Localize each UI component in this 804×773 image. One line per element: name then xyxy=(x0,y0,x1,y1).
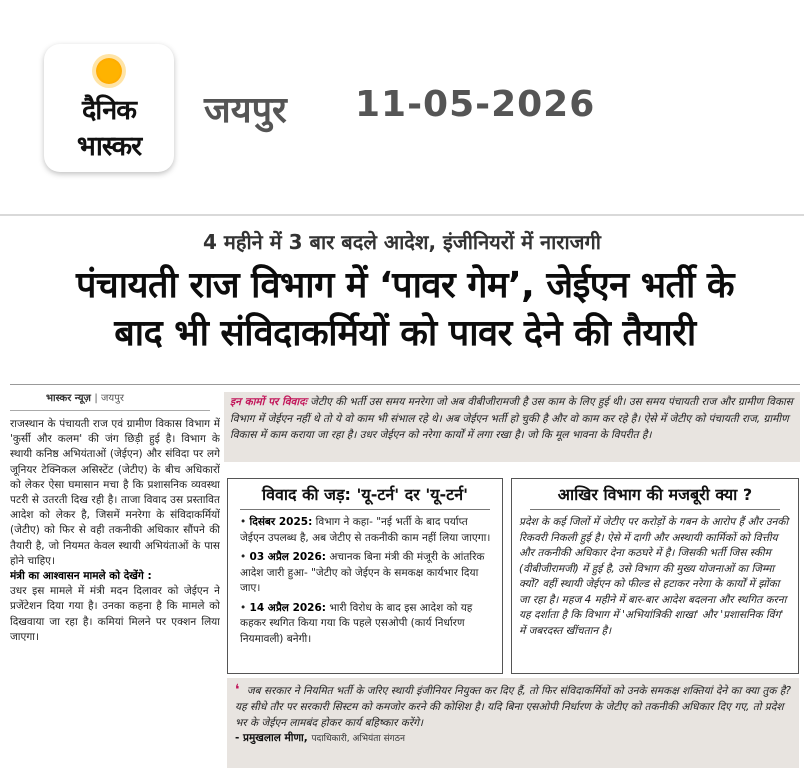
timeline-date: दिसंबर 2025: xyxy=(249,516,313,528)
byline xyxy=(46,390,220,404)
compulsion-text: प्रदेश के कई जिलों में जेटीए पर करोड़ों के गबन के आरोप हैं और उनकी रिकवरी निकली हुई है। ऐसे में दागी और अस्थायी कार्मिकों को वित्तीय और तकनीकी अधिकार देना कठघरे में है। जिसकी भर्ती जिस स्कीम (वीबीजीरामजी) में हुई है, उसे विभाग की मुख्य योजनाओं का जिम्मा क्यों? वहीं स्थायी जेईएन को फील्ड से हटाकर नरेगा के कार्यों में झोंका जा रहा है। महज 4 महीने में बार-बार आदेश बदलना और स्थगित करना यह दर्शाता है कि विभाग में 'अभियांत्रिकी शाखा' और 'प्रशासनिक विंग' में जबरदस्त खींचतान है। xyxy=(519,516,789,637)
quote-text: जब सरकार ने नियमित भर्ती के जरिए स्थायी इंजीनियर नियुक्त कर दिए हैं, तो फिर संविदाकर्मियों को उनके समकक्ष शक्तियां देने का क्या तुक है? यह सीधे तौर पर सरकारी सिस्टम को कमजोर करने की कोशिश है। यदि बिना एसओपी निर्धारण के जेटीए को तकनीकी अधिकार दिए गए, तो प्रदेश भर के जेईएन लामबंद होकर कार्य बहिष्कार करेंगे। xyxy=(235,685,791,729)
body-paragraph-2: उधर इस मामले में मंत्री मदन दिलावर को जेईएन ने प्रजेंटेशन दिया गया है। उनका कहना है कि मामले को दिखवाया जा रहा है। कमियां मिलने पर एक्शन लिया जाएगा। xyxy=(10,585,220,643)
body-paragraph-1: राजस्थान के पंचायती राज एवं ग्रामीण विकास विभाग में 'कुर्सी और कलम' की जंग छिड़ी हुई है। विभाग के स्थायी कनिष्ठ अभियंताओं (जेईएन) और संविदा पर लगे जूनियर टेक्निकल असिस्टेंट (जेटीए) के बीच अधिकारों को लेकर ऐसा घमासान मचा है कि प्रशासनिक व्यवस्था पटरी से उतरती दिख रही है। ताजा विवाद उस प्रस्तावित आदेश को लेकर है, जिसमें मनरेगा के संविदाकर्मियों (जेटीए) को फिर से वही तकनीकी अधिकार सौंपने की तैयारी है, जो नियमत केवल स्थायी अभियंताओं के पास होने चाहिए। xyxy=(10,418,220,567)
compulsion-title: आखिर विभाग की मजबूरी क्या ? xyxy=(557,485,753,504)
quote-mark-icon: ❛ xyxy=(235,682,240,698)
article-headline xyxy=(10,262,800,358)
headline-line-1: पंचायती राज विभाग में ‘पावर गेम’, जेईएन भर्ती के xyxy=(75,265,735,306)
timeline-date: 14 अप्रैल 2026: xyxy=(249,601,326,614)
u-turn-timeline-box xyxy=(227,478,503,674)
compulsion-divider xyxy=(530,509,780,510)
dainik-bhaskar-logo[interactable] xyxy=(44,44,174,172)
edition-date: 11-05-2026 xyxy=(355,84,596,125)
article-kicker: 4 महीने में 3 बार बदले आदेश, इंजीनियरों में नाराजगी xyxy=(203,230,601,254)
timeline-text: भारी विरोध के बाद इस आदेश को यह कहकर स्थगित किया गया कि पहले एसओपी (कार्य निर्धारण नियमावली) बनेगी। xyxy=(240,601,473,645)
department-compulsion-box xyxy=(511,478,799,674)
logo-text-line2: भास्कर xyxy=(76,131,142,162)
timeline-item: • 03 अप्रैल 2026: अचानक बिना मंत्री की मंजूरी के आंतरिक आदेश जारी हुआ- "जेटीए को जेईएन के समकक्ष कार्यभार दिया जाए। xyxy=(240,551,485,594)
sun-icon xyxy=(96,58,122,84)
quote-box xyxy=(227,678,799,768)
timeline-item: • दिसंबर 2025: विभाग ने कहा- "नई भर्ती के बाद पर्याप्त जेईएन उपलब्ध है, अब जेटीए से तकनीकी काम नहीं लिया जाएगा। xyxy=(240,516,491,544)
dispute-body: जेटीए की भर्ती उस समय मनरेगा जो अब वीबीजीरामजी है उस काम के लिए हुई थी। उस समय पंचायती राज और ग्रामीण विकास विभाग में जेईएन नहीं थे तो ये वो काम भी संभाल रहे थे। अब जेईएन भर्ती हो चुकी है और वो काम कर रहे है। ऐसे में जेटीए को पंचायती राज, ग्रामीण विकास में काम कराया जा रहा है। उधर जेईएन को नरेगा कार्यों में लगा रखा है। जो कि मूल भावना के विपरीत है। xyxy=(230,396,793,441)
byline-city: | जयपुर xyxy=(94,393,124,404)
timeline-item: • 14 अप्रैल 2026: भारी विरोध के बाद इस आदेश को यह कहकर स्थगित किया गया कि पहले एसओपी (कार्य निर्धारण नियमावली) बनेगी। xyxy=(240,601,473,645)
timeline-text: विभाग ने कहा- "नई भर्ती के बाद पर्याप्त जेईएन उपलब्ध है, अब जेटीए से तकनीकी काम नहीं लिया जाएगा। xyxy=(240,516,491,544)
edition-city: जयपुर xyxy=(204,90,287,131)
headline-line-2: बाद भी संविदाकर्मियों को पावर देने की तैयारी xyxy=(114,313,696,354)
byline-divider xyxy=(10,410,210,411)
byline-source: भास्कर न्यूज़ xyxy=(46,393,91,404)
timeline-title: विवाद की जड़: 'यू-टर्न' दर 'यू-टर्न' xyxy=(261,485,469,504)
body-subhead: मंत्री का आश्वासन मामले को देखेंगे : xyxy=(10,570,152,583)
quote-attribution xyxy=(235,731,791,745)
newspaper-header xyxy=(0,0,804,212)
timeline-text: अचानक बिना मंत्री की मंजूरी के आंतरिक आदेश जारी हुआ- "जेटीए को जेईएन के समकक्ष कार्यभार दिया जाए। xyxy=(240,551,485,594)
quote-designation: पदाधिकारी, अभियंता संगठन xyxy=(311,734,405,744)
logo-text-line1: दैनिक xyxy=(81,95,137,126)
timeline-date: 03 अप्रैल 2026: xyxy=(249,551,326,563)
left-column xyxy=(10,390,220,768)
timeline-list xyxy=(228,515,502,647)
quote-text-block xyxy=(235,682,791,731)
headline-divider xyxy=(10,384,800,385)
dispute-lead: इन कामों पर विवादः xyxy=(230,396,307,408)
timeline-divider xyxy=(240,509,490,510)
dispute-text xyxy=(230,394,794,444)
dispute-box xyxy=(224,392,800,462)
header-divider xyxy=(0,214,804,216)
quote-author: - प्रमुखलाल मीणा, xyxy=(235,732,308,744)
